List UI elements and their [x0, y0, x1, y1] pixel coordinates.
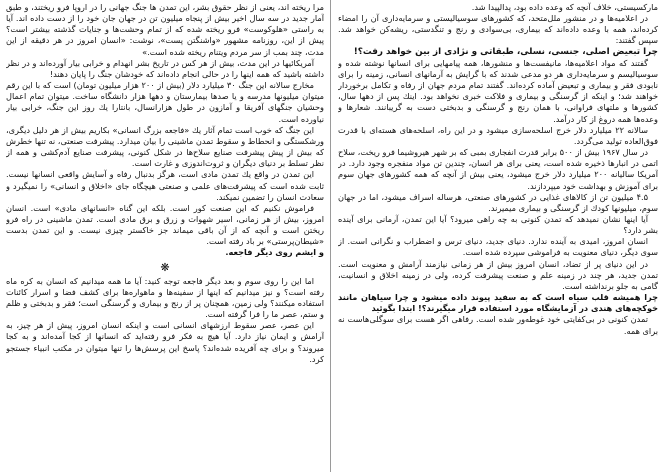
- paragraph: ماركسیستی، خلاف آنچه كه وعده داده بود، پدالپیدا شد.: [471, 2, 658, 12]
- bold-line: و ایشم روی دیگر فاجعه.: [225, 247, 324, 258]
- paragraph: آیا اینها نشان نمیدهد كه تمدن كنونی به چه راهی میرود؟ آیا این تمدن، آرمانی برای آینده بشر دارد؟: [338, 213, 658, 236]
- bold-paragraph: چرا همیشه قلب سیاه است كه به سفید پیوند داده میشود و چرا سیاهان مانند خوكچه‌های هندی در آزمایشگاه مورد استفاده قرار میگیرند؟! ابتدا بگوئید: [338, 292, 658, 314]
- paragraph: در سال ۱۹۶۷ بیش از ۵۰۰ برابر قدرت انفجاری بمبی كه بر شهر هیروشیما فرو ریخت، سلاح اتمی در انبارها ذخیره شده است، یعنی برای هر انسان، چندین تن مواد منفجره وجود دارد. در آمریكا سالیانه ۲۰۰ میلیارد دلار خرج میشود، یعنی بیش از آنچه كه همه كشورهای جهان سوم برای آموزش و بهداشت خود میپردازند.: [338, 147, 658, 191]
- paragraph: در اعلامیه‌ها و در منشور ملل‌متحد، كه كشورهای سوسیالیستی و سرمایه‌داری آن را امضاء كرده‌اند، همه با وعده داده‌اند كه بیماری، بی‌سوادی و رنج و تنگدستی، ریشه‌كن خواهد شد. سپس گفتند:: [338, 13, 658, 46]
- paragraph: انسان امروز، امیدی به آینده ندارد. دنیای جدید، دنیای ترس و اضطراب و نگرانی است. از سوی دیگر، دنیای معنویت به فراموشی سپرده شده است.: [338, 236, 658, 258]
- paragraph: ۴.۵ میلیون تن از كالاهای غذایی در كشورهای صنعتی، هرساله اسراف میشود، اما در جهان سوم، میلیونها كودك از گرسنگی و بیماری میمیرند.: [338, 191, 658, 213]
- left-page: [6, 2, 324, 474]
- page-gutter: [330, 0, 331, 472]
- paragraph: اما این را روی سوم و بعد دیگر فاجعه توجه كنید: آیا ما همه میدانیم كه انسان به كره ماه رفته است؟ و نیز میدانیم كه اینها از سفینه‌ها و ماهواره‌ها برای كشف فضا و اسرار كائنات استفاده میكنند؟ ولی زمین، همچنان پر از رنج و بیماری و گرسنگی است؛ فقر و بدبختی و ظلم و ستم، عصر ما را فرا گرفته است.: [6, 275, 324, 320]
- paragraph: این تمدن در واقع یك تمدن مادی است، هرگز بدنبال رفاه و آسایش واقعی انسانها نیست. ثابت شده است كه پیشرفت‌های علمی و صنعتی هیچگاه جای «اخلاق و انسانی» را نمیگیرد و سعادت انسان را تضمین نمیكند.: [6, 169, 324, 202]
- paragraph: فراموش نكنیم كه این صنعت كور است. بلكه این گناه «انسانهای مادی» است. انسان امروز، بیش از هر زمانی، اسیر شهوات و زرق و برق مادی است. تمدن ماشینی در راه فرو ریختن است و آنچه كه از آن باقی میماند جز خاكستر چیزی نیست. و این تمدن بدست «شیطان‌پرستی» بر باد رفته است.: [6, 202, 324, 247]
- paragraph: مخارج سالانه این جنگ ۳۰ میلیارد دلار (بیش از ۲۰۰ هزار میلیون تومان) است كه با این رقم میتوان میلیونها مدرسه و یا صدها بیمارستان و دهها هزار دانشگاه ساخت. میتوان تمام اعمال وحشیان جنگهای آفریقا و آمازون در طول هزارانسال، بانتارا یك روز این جنگ، خرابی بیار نیاورده است.: [6, 80, 324, 124]
- paragraph: در این دنیای پر از تضاد، انسان امروز بیش از هر زمانی نیازمند آرامش و معنویت است. تمدن جدید، هر چند در زمینه علم و صنعت پیشرفت كرده، ولی در زمینه اخلاق و انسانیت، گامی به جلو برنداشته است.: [338, 258, 658, 291]
- paragraph: این عصر، عصر سقوط ارزشهای انسانی است و اینكه انسان امروز، پیش از هر چیز، به آرامش و ایمان نیاز دارد. آیا هیچ به فكر فرو رفته‌اید كه انسانها از كجا آمده‌اند و به كجا میروند؟ و برای چه آفریده شده‌اند؟ پاسخ این پرسش‌ها را تنها میتوان در مكتب انبیاء جستجو كرد.: [6, 320, 324, 364]
- section-separator-ornament: ❋: [160, 260, 170, 274]
- paragraph: مرا ریخته اند، یعنی از نظر حقوق بشر، این تمدن ها جنگ جهانی را در اروپا فرو ریختند، و طبق آمار جدید در سه سال اخیر بیش از پنجاه میلیون تن در جهان جان خود را از دست داده اند. آیا به راستی «هلوكوست» فرو ریخته شده كه از تمام وحشت‌ها و جنایات گذشته بیشتر است؟ پیش از این، روزنامه مشهور «واشنگتن پست»، نوشت: «انسان امروز در هر دقیقه از این مدت، چند بمب از سر مردم ویتنام ریخته شده است.»: [6, 2, 324, 57]
- right-page: [338, 2, 658, 474]
- paragraph: آمریكائیها در این مدت، بیش از هر كس در تاریخ بشر انهدام و خرابی بیار آورده‌اند و در نظر داشته باشید كه همه اینها را در حالی انجام داده‌اند كه خودشان جنگ را پایان دهند!: [6, 57, 324, 79]
- paragraph: این جنگ كه خوب است تمام آثار یك «فاجعه بزرگ انسانی» بكاریم بیش از هر دلیل دیگری، ورشكستگی و انحطاط و سقوط تمدن ماشینی را بیان میدارد. پیشرفت صنعتی، نه تنها خطرش كه بیش از پیش پیشرفت صنایع سلاح‌ها در شكل كنونی، پیشرفت صنایع آدم‌كشی و همه از نظر تسلط بر دنیای دیگران و ثروت‌اندوزی و غارت است.: [6, 124, 324, 169]
- paragraph: سالانه ۲۲ میلیارد دلار خرج اسلحه‌سازی میشود و در این راه، اسلحه‌های هسته‌ای با قدرت فوق‌العاده تولید می‌گردد.: [338, 124, 658, 146]
- paragraph: گفتند كه مواد اعلامیه‌ها، مانیفست‌ها و منشورها، همه پیامهایی برای انسانها نوشته شده و سوسیالیسم و سرمایه‌داری هر دو مدعی شدند كه با گرایش به آرمانهای انسانی، زمینه را برای نابودی فقر و بیماری و تبعیض آماده كرده‌اند. گفتند تمام مردم جهان از رفاه و تكامل برخوردار خواهند شد؛ و اینكه از گرسنگی و بیماری و فلاكت خبری نخواهد بود. اینك پس از دهها سال، كشورها و ملتهای فراوانی، با همان رنج و گرسنگی و بدبختی دست به گریبانند. شعارها و وعده‌ها همه دروغ از كار درآمد.: [338, 57, 658, 124]
- paragraph: تمدن كنونی در بی‌كفایتی خود غوطه‌ور شده است. رفاهی اگر هست برای سوگلی‌هاست نه برای همه.: [338, 314, 658, 336]
- section-heading: چرا تبعیض اصلی، جنسی، نسلی، طبقاتی و نژادی از بین خواهد رفت؟!: [353, 46, 658, 57]
